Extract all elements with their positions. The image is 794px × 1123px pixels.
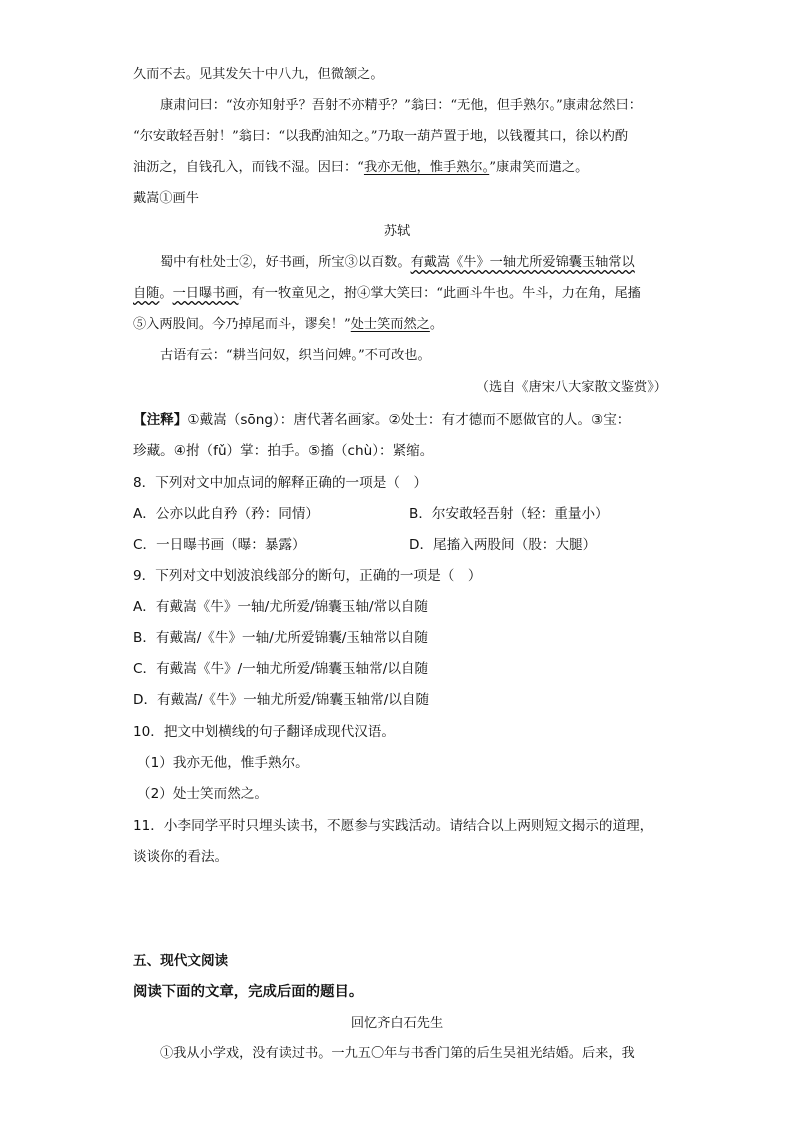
passage2-line4: 古语有云：“耕当问奴，织当问婢。”不可改也。 (160, 348, 431, 363)
passage2-line1-start: 蜀中有杜处士②，好书画，所宝③以百数。 (160, 255, 411, 270)
article-para1: ①我从小学戏，没有读过书。一九五〇年与书香门第的后生吴祖光结婚。后来，我 (160, 1046, 635, 1061)
passage2-period: 。 (159, 286, 173, 301)
underlined-sentence-1: 我亦无他，惟手熟尔。 (363, 160, 490, 175)
q11-line2: 谈谈你的看法。 (133, 849, 229, 865)
q9-option-a: A．有戴嵩《牛》一轴/尤所爱/锦囊玉轴/常以自随 (133, 599, 428, 615)
wavy-underlined-phrase-part1: 有戴嵩《牛》一轴尤所爱锦囊玉轴常以 (410, 255, 635, 270)
passage2-line3-end: 。 (429, 317, 444, 332)
passage1-line2: 康肃问曰：“汝亦知射乎？吾射不亦精乎？”翁曰：“无他，但手熟尔。”康肃忿然曰： (160, 98, 642, 113)
q10-stem: 10．把文中划横线的句子翻译成现代汉语。 (133, 724, 395, 740)
q8-option-d: D．尾搐入两股间（股：大腿） (409, 537, 597, 553)
dotted-phrase-exposure: 一日曝书画 (172, 286, 239, 301)
passage2-author: 苏轼 (383, 224, 411, 239)
notes-line1-text: ①戴嵩（sōng）：唐代著名画家。②处士：有才德而不愿做官的人。③宝： (187, 412, 631, 428)
notes-line2: 珍藏。④拊（fǔ）掌：拍手。⑤搐（chù）：紧缩。 (133, 443, 434, 459)
q8-option-c: C．一日曝书画（曝：暴露） (133, 537, 306, 553)
q8-option-a: A．公亦以此自矜（矜：同情） (133, 506, 320, 522)
passage2-line3-start: ⑤入两股间。今乃掉尾而斗，谬矣！” (133, 317, 351, 332)
notes-line1 (133, 412, 630, 428)
section5-heading: 五、现代文阅读 (133, 953, 229, 969)
passage1-line1: 久而不去。见其发矢十中八九，但微颔之。 (133, 67, 384, 82)
q9-option-d: D．有戴嵩/《牛》一轴尤所爱/锦囊玉轴常/以自随 (133, 692, 430, 708)
q8-stem: 8．下列对文中加点词的解释正确的一项是（ ） (133, 475, 428, 491)
notes-label: 【注释】 (133, 412, 188, 428)
q10-item-2: （2）处士笑而然之。 (137, 786, 268, 802)
q8-option-b: B．尔安敢轻吾射（轻：重量小） (409, 506, 609, 522)
q9-option-c: C．有戴嵩《牛》/一轴尤所爱/锦囊玉轴常/以自随 (133, 661, 429, 677)
passage2-title: 戴嵩①画牛 (133, 191, 199, 206)
q9-option-b: B．有戴嵩/《牛》一轴/尤所爱锦囊/玉轴常以自随 (133, 630, 428, 646)
q11-line1: 11．小李同学平时只埋头读书，不愿参与实践活动。请结合以上两则短文揭示的道理， (133, 818, 654, 834)
section5-instruction: 阅读下面的文章，完成后面的题目。 (133, 984, 364, 1000)
passage2-source: （选自《唐宋八大家散文鉴赏》） (475, 380, 667, 395)
underlined-sentence-2: 处士笑而然之 (350, 317, 430, 332)
passage1-line4 (133, 160, 588, 176)
passage2-line2 (133, 286, 641, 302)
q9-stem: 9．下列对文中划波浪线部分的断句，正确的一项是（ ） (133, 568, 482, 584)
passage2-line2-rest: ，有一牧童见之，拊④掌大笑曰：“此画斗牛也。牛斗，力在角，尾搐 (238, 286, 641, 301)
passage1-line4-end: ”康肃笑而遣之。 (489, 160, 589, 175)
passage1-line4-start: 油沥之，自钱孔入，而钱不湿。因曰：“ (133, 160, 364, 175)
article-title: 回忆齐白石先生 (350, 1016, 444, 1031)
wavy-underlined-phrase-part2: 自随 (133, 286, 160, 301)
passage1-line3: “尔安敢轻吾射！”翁曰：“以我酌油知之。”乃取一葫芦置于地，以钱覆其口，徐以杓酌 (133, 129, 629, 144)
passage2-line3 (133, 317, 443, 333)
q10-item-1: （1）我亦无他，惟手熟尔。 (137, 755, 309, 771)
passage2-line1 (160, 255, 635, 271)
